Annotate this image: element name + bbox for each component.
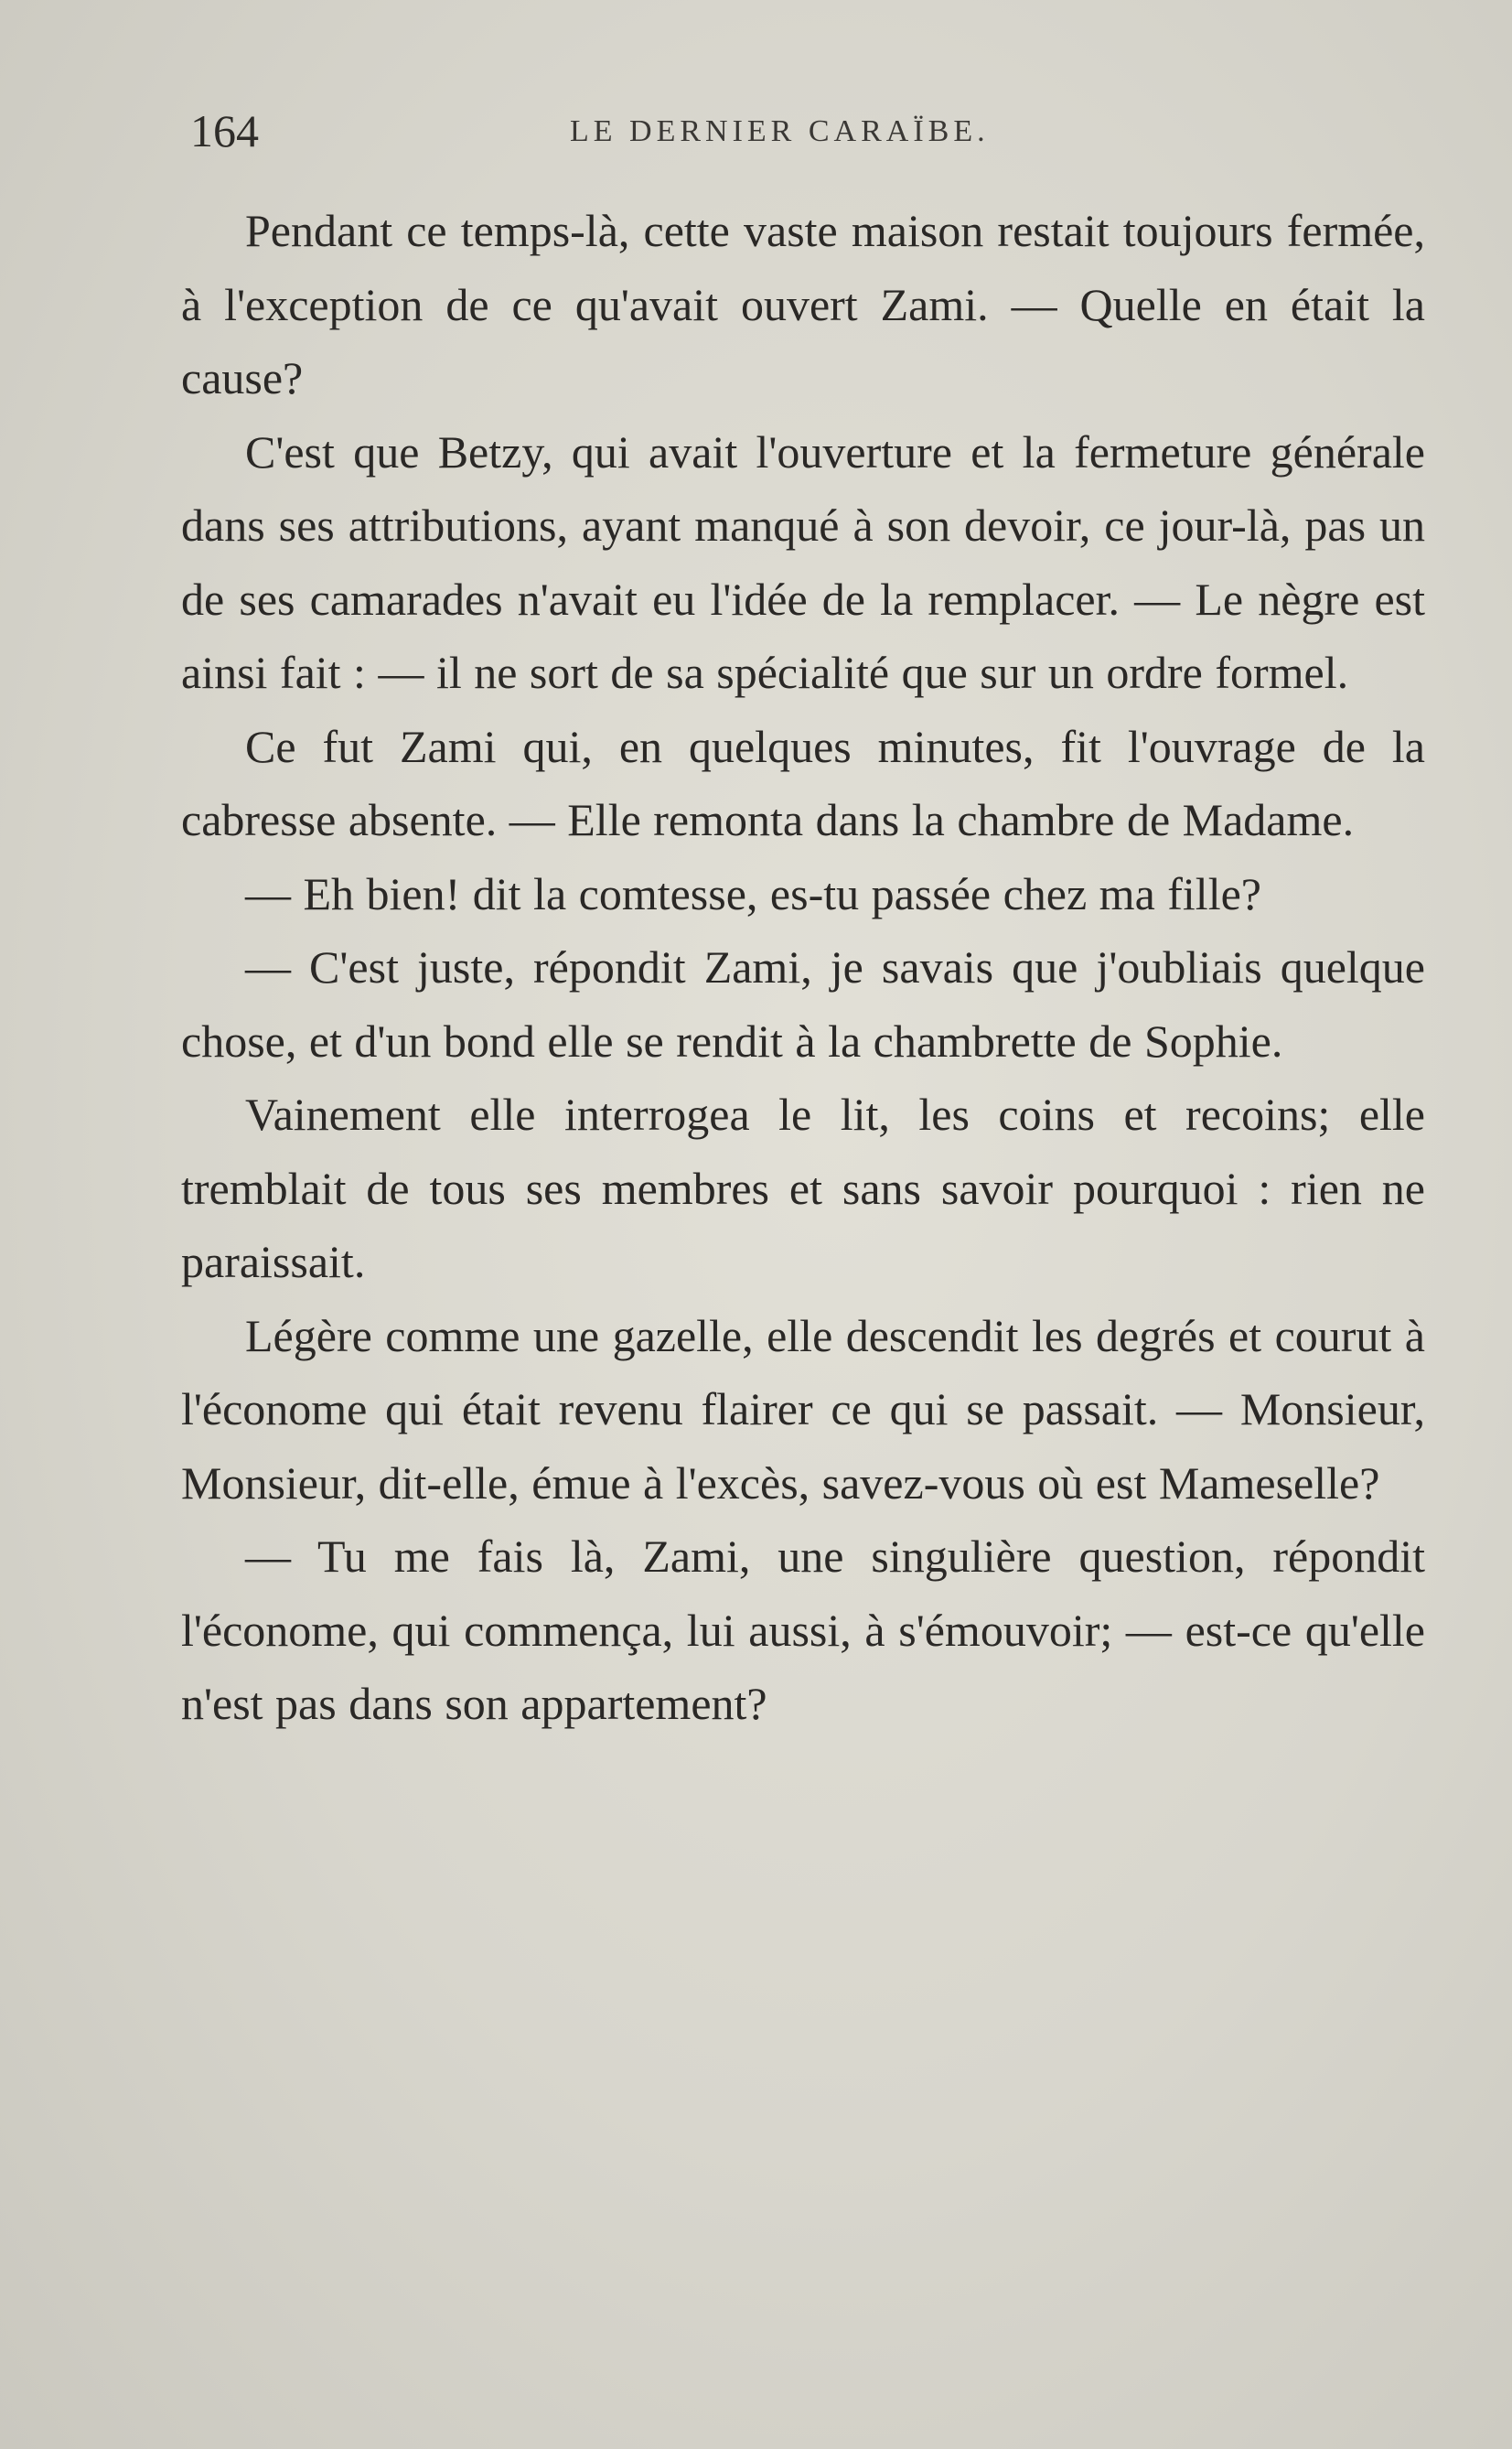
paragraph: Vainement elle interrogea le lit, les coins et recoins; elle tremblait de tous ses membres et sans savoir pourquoi : rien ne paraissait. [181, 1089, 1425, 1287]
paragraph: — Eh bien! dit la comtesse, es-tu passée chez ma fille? [245, 867, 1261, 919]
page-number: 164 [190, 105, 259, 156]
paragraph: Légère comme une gazelle, elle descendit les degrés et courut à l'économe qui était revenu flairer ce qui se passait. — Monsieur, Monsieur, dit-elle, émue à l'excès, savez-vous où est Mameselle? [181, 1309, 1425, 1509]
body-text [181, 194, 1425, 1741]
paragraph: C'est que Betzy, qui avait l'ouverture et la fermeture générale dans ses attributions, ayant manqué à son devoir, ce jour-là, pas un de ses camarades n'avait eu l'idée de la remplacer. — Le nègre est ainsi fait : — il ne sort de sa spécialité que sur un ordre formel. [181, 425, 1425, 698]
paragraph: Ce fut Zami qui, en quelques minutes, fit l'ouvrage de la cabresse absente. — Elle remonta dans la chambre de Madame. [181, 720, 1425, 845]
paragraph: — Tu me fais là, Zami, une singulière question, répondit l'économe, qui commença, lui aussi, à s'émouvoir; — est-ce qu'elle n'est pas dans son appartement? [181, 1531, 1425, 1729]
paragraph: — C'est juste, répondit Zami, je savais que j'oubliais quelque chose, et d'un bond elle se rendit à la chambrette de Sophie. [181, 941, 1425, 1067]
page-header [190, 99, 1434, 163]
running-title: LE DERNIER CARAÏBE. [570, 114, 990, 148]
paragraph: Pendant ce temps-là, cette vaste maison restait toujours fermée, à l'exception de ce qu'avait ouvert Zami. — Quelle en était la cause? [181, 205, 1425, 403]
